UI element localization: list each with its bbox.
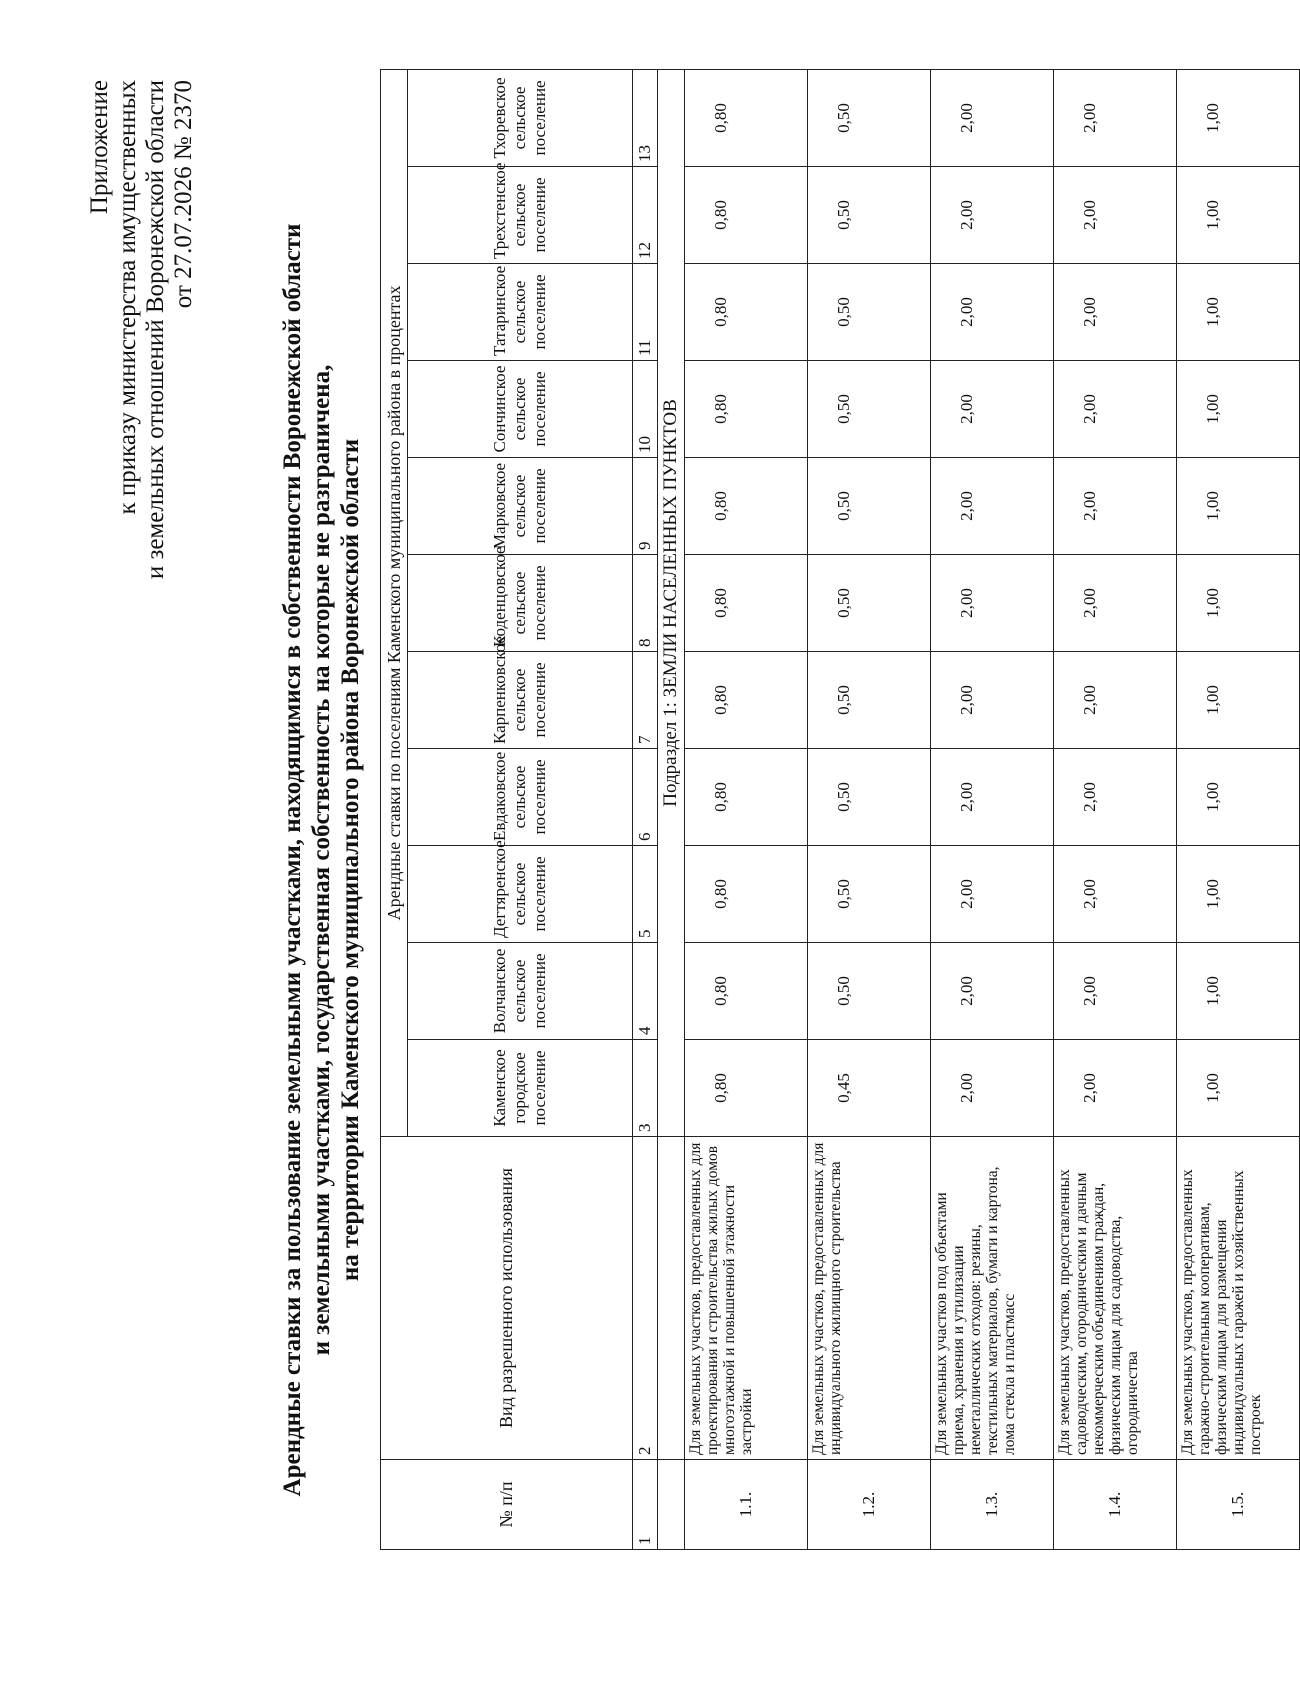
rate-value: 2,00 <box>1054 555 1177 652</box>
column-number: 2 <box>633 1137 658 1460</box>
rate-value: 2,00 <box>1054 846 1177 943</box>
appendix-block <box>86 80 198 579</box>
rate-value: 1,00 <box>1177 69 1300 166</box>
rate-value: 2,00 <box>931 555 1054 652</box>
header-settlement: Тхоревское сельское поселение <box>408 69 633 166</box>
header-settlement: Марковское сельское поселение <box>408 458 633 555</box>
column-number: 11 <box>633 264 658 361</box>
rate-value: 1,00 <box>1177 167 1300 264</box>
appendix-line: Приложение <box>86 80 113 215</box>
rate-value: 2,00 <box>1054 264 1177 361</box>
table-row <box>1054 69 1177 1549</box>
empty-cell <box>658 1460 685 1550</box>
appendix-line: от 27.07.2026 № 2370 <box>170 80 197 309</box>
row-description: Для земельных участков, предоставленных для проектирования и строительства жилых домов многоэтажной и повышенной этажности застройки <box>685 1137 808 1460</box>
row-number: 1.2. <box>808 1460 931 1550</box>
column-number: 8 <box>633 555 658 652</box>
header-number: № п/п <box>381 1460 633 1550</box>
rotated-sheet <box>50 60 1264 1660</box>
rate-value: 2,00 <box>1054 69 1177 166</box>
rate-value: 2,00 <box>931 943 1054 1040</box>
header-settlement: Дегтяренское сельское поселение <box>408 846 633 943</box>
rate-value: 2,00 <box>931 846 1054 943</box>
rate-value: 0,80 <box>685 846 808 943</box>
rate-value: 0,50 <box>808 361 931 458</box>
title-line: на территории Каменского муниципального района Воронежской области <box>337 438 364 1282</box>
rate-value: 2,00 <box>1054 1040 1177 1137</box>
rate-value: 0,50 <box>808 167 931 264</box>
column-number: 3 <box>633 1040 658 1137</box>
rate-value: 1,00 <box>1177 1040 1300 1137</box>
rate-value: 2,00 <box>1054 361 1177 458</box>
header-rates: Арендные ставки по поселениям Каменского муниципального района в процентах <box>381 69 408 1136</box>
row-description: Для земельных участков, предоставленных для индивидуального жилищного строительства <box>808 1137 931 1460</box>
row-number: 1.1. <box>685 1460 808 1550</box>
row-description: Для земельных участков под объектами приема, хранения и утилизации неметаллических отходов: резины, текстильных материалов, бумаги и картона, лома стекла и пластмасс <box>931 1137 1054 1460</box>
header-settlement: Трехстенское сельское поселение <box>408 167 633 264</box>
rate-value: 0,50 <box>808 749 931 846</box>
row-number: 1.5. <box>1177 1460 1300 1550</box>
header-settlement: Коденцовское сельское поселение <box>408 555 633 652</box>
rate-value: 1,00 <box>1177 749 1300 846</box>
rate-value: 0,45 <box>808 1040 931 1137</box>
rate-value: 1,00 <box>1177 264 1300 361</box>
rates-table <box>380 69 1300 1550</box>
rate-value: 0,80 <box>685 458 808 555</box>
rate-value: 1,00 <box>1177 458 1300 555</box>
rate-value: 2,00 <box>1054 652 1177 749</box>
rate-value: 0,80 <box>685 749 808 846</box>
rate-value: 1,00 <box>1177 846 1300 943</box>
empty-cell <box>658 1137 685 1460</box>
appendix-line: к приказу министерства имущественных <box>114 80 141 515</box>
rate-value: 0,50 <box>808 264 931 361</box>
rate-value: 0,50 <box>808 69 931 166</box>
column-number: 5 <box>633 846 658 943</box>
header-settlement: Сончинское сельское поселение <box>408 361 633 458</box>
rate-value: 1,00 <box>1177 361 1300 458</box>
column-number: 6 <box>633 749 658 846</box>
column-number: 13 <box>633 69 658 166</box>
header-settlement: Евдаковское сельское поселение <box>408 749 633 846</box>
rate-value: 0,50 <box>808 555 931 652</box>
subsection-row <box>658 69 685 1549</box>
table-row <box>685 69 808 1549</box>
column-number: 9 <box>633 458 658 555</box>
rate-value: 0,80 <box>685 264 808 361</box>
subsection-title: Подраздел 1: ЗЕМЛИ НАСЕЛЕННЫХ ПУНКТОВ <box>658 69 685 1136</box>
rate-value: 0,80 <box>685 652 808 749</box>
rate-value: 2,00 <box>931 749 1054 846</box>
rate-value: 2,00 <box>1054 167 1177 264</box>
header-settlement: Каменское городское поселение <box>408 1040 633 1137</box>
table-row <box>931 69 1054 1549</box>
rate-value: 1,00 <box>1177 555 1300 652</box>
rate-value: 0,80 <box>685 1040 808 1137</box>
rate-value: 2,00 <box>931 264 1054 361</box>
rate-value: 2,00 <box>931 1040 1054 1137</box>
column-number: 7 <box>633 652 658 749</box>
rate-value: 2,00 <box>1054 749 1177 846</box>
rate-value: 2,00 <box>931 69 1054 166</box>
table-row <box>808 69 931 1549</box>
rate-value: 2,00 <box>931 458 1054 555</box>
rate-value: 2,00 <box>1054 458 1177 555</box>
rate-value: 2,00 <box>931 167 1054 264</box>
header-settlement: Карпенковское сельское поселение <box>408 652 633 749</box>
rate-value: 1,00 <box>1177 943 1300 1040</box>
rate-value: 2,00 <box>931 652 1054 749</box>
column-number: 1 <box>633 1460 658 1550</box>
header-usage-type: Вид разрешенного использования <box>381 1137 633 1460</box>
rate-value: 0,50 <box>808 846 931 943</box>
row-description: Для земельных участков, предоставленных гаражно-строительным кооперативам, физическим лицам для размещения индивидуальных гаражей и хозяйственных построек <box>1177 1137 1300 1460</box>
document-title <box>278 130 365 1590</box>
rate-value: 0,50 <box>808 458 931 555</box>
column-number: 4 <box>633 943 658 1040</box>
rate-value: 0,50 <box>808 652 931 749</box>
header-settlement: Татаринское сельское поселение <box>408 264 633 361</box>
rate-value: 0,80 <box>685 167 808 264</box>
rate-value: 2,00 <box>931 361 1054 458</box>
appendix-line: и земельных отношений Воронежской области <box>142 80 169 580</box>
rate-value: 0,80 <box>685 555 808 652</box>
rate-value: 0,80 <box>685 943 808 1040</box>
row-number: 1.3. <box>931 1460 1054 1550</box>
rate-value: 2,00 <box>1054 943 1177 1040</box>
rate-value: 0,80 <box>685 361 808 458</box>
rate-value: 0,80 <box>685 69 808 166</box>
row-description: Для земельных участков, предоставленных садоводческим, огородническим и дачным некоммерческим объединениям граждан, физическим лицам для садоводства, огородничества <box>1054 1137 1177 1460</box>
title-line: и земельными участками, государственная собственность на которые не разграничена, <box>308 364 335 1356</box>
rate-value: 1,00 <box>1177 652 1300 749</box>
rate-value: 0,50 <box>808 943 931 1040</box>
header-settlement: Волчанское сельское поселение <box>408 943 633 1040</box>
column-number-row <box>633 69 658 1549</box>
column-number: 12 <box>633 167 658 264</box>
table-row <box>1177 69 1300 1549</box>
title-line: Арендные ставки за пользование земельными участками, находящимися в собственности Воронежской области <box>279 223 306 1497</box>
row-number: 1.4. <box>1054 1460 1177 1550</box>
column-number: 10 <box>633 361 658 458</box>
